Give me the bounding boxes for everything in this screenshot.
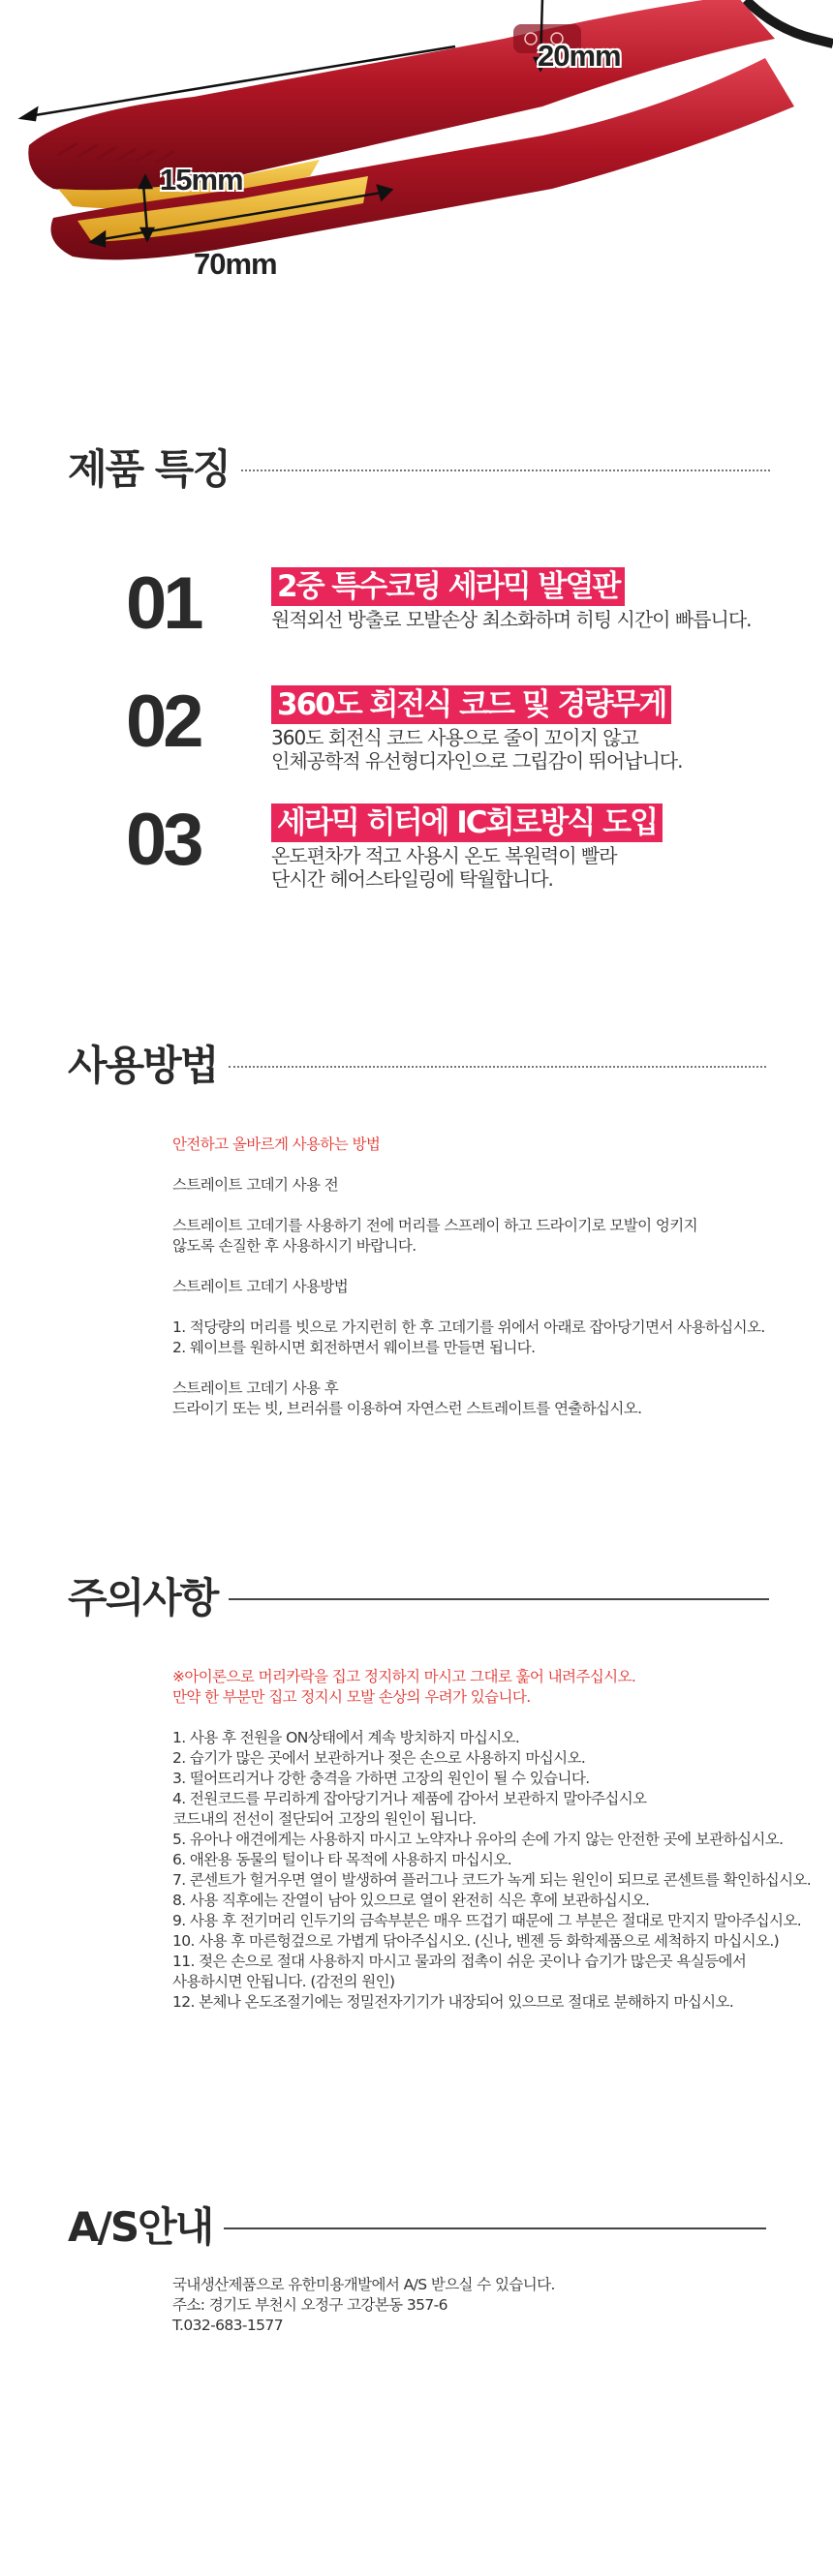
usage-header [68, 1034, 766, 1092]
header-divider [241, 470, 770, 471]
caution-header [68, 1566, 769, 1624]
caution-item: 8. 사용 직후에는 잔열이 남아 있으므로 열이 완전히 식은 후에 보관하십시오. [172, 1892, 650, 1909]
header-divider [229, 1066, 766, 1068]
usage-after-line: 드라이기 또는 빗, 브러쉬를 이용하여 자연스런 스트레이트를 연출하십시오. [172, 1400, 642, 1417]
header-divider [229, 1598, 769, 1600]
as-phone: T.032-683-1577 [172, 2317, 283, 2334]
caution-body [172, 1667, 811, 2013]
caution-item: 11. 젖은 손으로 절대 사용하지 마시고 물과의 접촉이 쉬운 곳이나 습기가 많은곳 욕실등에서 [172, 1953, 747, 1970]
usage-before-title: 스트레이트 고데기 사용 전 [172, 1176, 339, 1194]
feature-item [126, 798, 785, 904]
as-body [172, 2275, 555, 2336]
hair-straightener-illustration [0, 0, 833, 319]
usage-before-line: 스트레이트 고데기를 사용하기 전에 머리를 스프레이 하고 드라이기로 모발이 엉키지 [172, 1217, 698, 1234]
caution-item: 6. 애완용 동물의 털이나 타 목적에 사용하지 마십시오. [172, 1851, 512, 1868]
dimension-plate-label: 15mm [160, 163, 243, 197]
feature-description [271, 844, 617, 891]
usage-method-line: 2. 웨이브를 원하시면 회전하면서 웨이브를 만들면 됩니다. [172, 1339, 536, 1356]
feature-number: 03 [126, 799, 201, 881]
feature-number: 01 [126, 562, 201, 645]
caution-item: 3. 떨어뜨리거나 강한 충격을 가하면 고장의 원인이 될 수 있습니다. [172, 1770, 590, 1787]
feature-desc-line: 360도 회전식 코드 사용으로 줄이 꼬이지 않고 [271, 726, 638, 749]
as-address: 주소: 경기도 부천시 오정구 고강본동 357-6 [172, 2296, 447, 2314]
caution-item: 코드내의 전선이 절단되어 고장의 원인이 됩니다. [172, 1810, 477, 1828]
header-divider [224, 2227, 766, 2229]
usage-method-title: 스트레이트 고데기 사용방법 [172, 1278, 349, 1295]
caution-item: 1. 사용 후 전원을 ON상태에서 계속 방치하지 마십시오. [172, 1729, 520, 1746]
feature-description [271, 726, 682, 773]
dimension-length-label: 70mm [194, 247, 277, 281]
as-info-line: 국내생산제품으로 유한미용개발에서 A/S 받으실 수 있습니다. [172, 2276, 555, 2293]
feature-item [126, 680, 785, 786]
caution-item: 5. 유아나 애견에게는 사용하지 마시고 노약자나 유아의 손에 가지 않는 안전한 곳에 보관하십시오. [172, 1831, 784, 1848]
features-header [68, 438, 770, 496]
caution-item: 12. 본체나 온도조절기에는 정밀전자기기가 내장되어 있으므로 절대로 분해하지 마십시오. [172, 1993, 734, 2011]
caution-item: 9. 사용 후 전기머리 인두기의 금속부분은 매우 뜨겁기 때문에 그 부분은 절대로 만지지 말아주십시오. [172, 1912, 802, 1929]
feature-number: 02 [126, 681, 201, 763]
caution-title: 주의사항 [68, 1574, 218, 1621]
usage-after-title: 스트레이트 고데기 사용 후 [172, 1379, 339, 1397]
usage-body [172, 1135, 765, 1419]
usage-before-line: 않도록 손질한 후 사용하시기 바랍니다. [172, 1237, 416, 1255]
feature-title: 세라믹 히터에 IC회로방식 도입 [271, 803, 663, 842]
caution-warning: 만약 한 부분만 집고 정지시 모발 손상의 우려가 있습니다. [172, 1688, 531, 1706]
as-header [68, 2196, 766, 2254]
as-title: A/S안내 [68, 2203, 213, 2251]
feature-description [271, 608, 752, 631]
caution-item: 사용하시면 안됩니다. (감전의 원인) [172, 1973, 395, 1990]
feature-desc-line: 온도편차가 적고 사용시 온도 복원력이 빨라 [271, 844, 617, 867]
feature-item [126, 561, 785, 668]
caution-item: 10. 사용 후 마른헝겊으로 가볍게 닦아주십시오. (신나, 벤젠 등 화학제품으로 세척하지 마십시오.) [172, 1932, 780, 1950]
feature-desc-line: 원적외선 방출로 모발손상 최소화하며 히팅 시간이 빠릅니다. [271, 608, 752, 631]
product-image [0, 0, 833, 319]
caution-item: 2. 습기가 많은 곳에서 보관하거나 젖은 손으로 사용하지 마십시오. [172, 1749, 586, 1767]
usage-method-line: 1. 적당량의 머리를 빗으로 가지런히 한 후 고데기를 위에서 아래로 잡아당기면서 사용하십시오. [172, 1318, 765, 1336]
feature-desc-line: 인체공학적 유선형디자인으로 그립감이 뛰어납니다. [271, 749, 683, 773]
caution-item: 7. 콘센트가 헐거우면 열이 발생하여 플러그나 코드가 녹게 되는 원인이 되므로 콘센트를 확인하십시오. [172, 1871, 812, 1889]
usage-title: 사용방법 [68, 1042, 218, 1089]
usage-intro: 안전하고 올바르게 사용하는 방법 [172, 1136, 381, 1153]
features-title: 제품 특징 [68, 445, 230, 493]
caution-warning: ※아이론으로 머리카락을 집고 정지하지 마시고 그대로 훑어 내려주십시오. [172, 1668, 636, 1685]
caution-item: 4. 전원코드를 무리하게 잡아당기거나 제품에 감아서 보관하지 말아주십시오 [172, 1790, 647, 1807]
feature-desc-line: 단시간 헤어스타일링에 탁월합니다. [271, 867, 553, 891]
feature-title: 360도 회전식 코드 및 경량무게 [271, 685, 671, 724]
feature-title: 2중 특수코팅 세라믹 발열판 [271, 567, 625, 606]
dimension-width-label: 20mm [538, 39, 621, 73]
